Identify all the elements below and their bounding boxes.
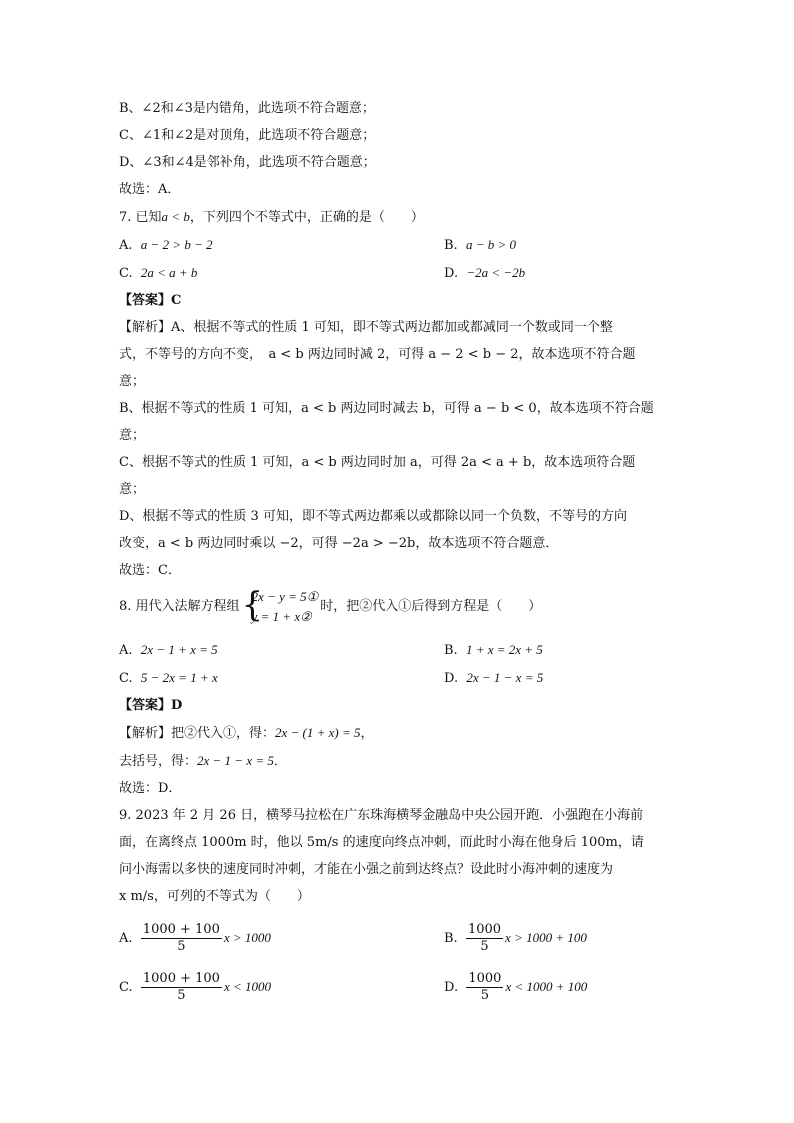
option-expression: −2a < −2b [466,265,526,280]
q7-stem-suffix: ，下列四个不等式中，正确的是（ ） [189,210,424,225]
q8-equation-2: y = 1 + x② [251,608,312,624]
document-page [119,95,679,1012]
fraction-denominator: 5 [480,988,490,1003]
option-label: A. [119,643,133,658]
q8-option-b [444,636,543,664]
option-label: A. [119,931,133,946]
q7-analysis-line-7: 意； [119,482,146,497]
option-expression: a − 2 > b − 2 [140,237,213,252]
option-label: C. [119,980,133,995]
q7-stem [119,203,679,231]
q7-analysis-line-4: B、根据不等式的性质 1 可知，a < b 两边同时减去 b，可得 a − b < 0，故本选项不符合题 [119,401,654,416]
option-label: D. [444,671,459,686]
q7-analysis-line-9: 改变，a < b 两边同时乘以 −2，可得 −2a > −2b，故本选项不符合题意． [119,536,559,551]
q8-answer: 【答案】D [119,698,183,713]
q7-option-a [119,231,444,259]
fraction [466,971,503,1004]
q6-conclusion: 故选：A． [119,182,181,197]
q8-stem [119,584,679,630]
option-expression: 1 + x = 2x + 5 [465,642,543,657]
q8-stem-suffix: 时，把②代入①后得到方程是（ ） [320,599,542,614]
fraction-denominator: 5 [177,988,186,1003]
option-expression: a − b > 0 [465,237,516,252]
fraction [466,922,503,955]
q8-option-d [444,664,543,692]
fraction [141,922,222,955]
option-label: B. [444,931,458,946]
option-expression: x > 1000 [223,930,271,945]
fraction-numerator: 1000 + 100 [142,971,220,986]
q7-answer: 【答案】C [119,293,182,308]
q8-options-row-1 [119,636,679,664]
option-label: D. [444,980,459,995]
option-label: C. [119,671,133,686]
left-brace-icon: { [241,584,264,625]
q9-option-a [119,914,444,963]
q9-options-row-1 [119,914,679,963]
q8-conclusion: 故选：D． [119,781,182,796]
q8-step-prefix: 去括号，得： [119,754,198,769]
q7-conclusion: 故选：C． [119,563,181,578]
q9-stem-line-2: 面，在离终点 1000m 时，他以 5m/s 的速度向终点冲刺，而此时小海在他身后 100m，请 [119,835,644,850]
fraction-numerator: 1000 [468,971,502,986]
q6-option-d-analysis: D、∠3和∠4是邻补角，此选项不符合题意； [119,155,376,170]
q8-option-a [119,636,444,664]
fraction-denominator: 5 [177,939,186,954]
q8-option-c [119,664,444,692]
q7-option-b [444,231,516,259]
option-label: B. [444,238,458,253]
q9-stem-line-1: 9. 2023 年 2 月 26 日，横琴马拉松在广东珠海横琴金融岛中央公园开跑．小强跑在小海前 [119,808,644,823]
fraction-numerator: 1000 + 100 [142,922,220,937]
option-expression: 5 − 2x = 1 + x [140,670,218,685]
option-label: A. [119,238,133,253]
option-label: B. [444,643,458,658]
q7-options-row-1 [119,231,679,259]
q9-stem-line-4: x m/s，可列的不等式为（ ） [119,889,310,904]
q7-stem-condition: a < b [161,209,190,224]
q8-options-row-2 [119,664,679,692]
q9-option-d [444,963,587,1012]
option-expression: x > 1000 + 100 [505,930,587,945]
q8-analysis [119,719,679,747]
q8-analysis-prefix: 【解析】把②代入①，得： [119,726,276,741]
q8-step [119,747,679,775]
q8-analysis-equation: 2x − (1 + x) = 5 [275,725,361,740]
q8-stem-prefix: 8. 用代入法解方程组 [119,599,240,614]
q8-equation-system [241,584,319,627]
option-expression: 2a < a + b [140,265,198,280]
q9-stem-line-3: 问小海需以多快的速度同时冲刺，才能在小强之前到达终点？设此时小海冲刺的速度为 [119,862,614,877]
q7-analysis-line-3: 意； [119,374,146,389]
q9-option-b [444,914,587,963]
q7-analysis-line-6: C、根据不等式的性质 1 可知，a < b 两边同时加 a，可得 2a < a + b，故本选项符合题 [119,455,636,470]
q6-option-b-analysis: B、∠2和∠3是内错角，此选项不符合题意； [119,101,375,116]
fraction [141,971,222,1004]
q9-option-c [119,963,444,1012]
q7-option-c [119,259,444,287]
q8-equation-1: 2x − y = 5① [251,588,319,604]
q7-analysis-line-8: D、根据不等式的性质 3 可知，即不等式两边都乘以或都除以同一个负数，不等号的方向 [119,509,627,524]
option-expression: 2x − 1 + x = 5 [140,642,218,657]
option-expression: 2x − 1 − x = 5 [466,670,544,685]
fraction-numerator: 1000 [467,922,502,937]
option-label: D. [444,266,459,281]
q6-option-c-analysis: C、∠1和∠2是对顶角，此选项不符合题意； [119,128,376,143]
q8-step-equation: 2x − 1 − x = 5 [197,753,274,768]
fraction-denominator: 5 [480,939,489,954]
q8-step-end: ． [273,754,287,769]
option-expression: x < 1000 [223,979,271,994]
option-expression: x < 1000 + 100 [505,979,588,994]
option-label: C. [119,266,133,281]
q7-analysis-line-5: 意； [119,428,146,443]
q8-analysis-end: ， [360,726,374,741]
q7-option-d [444,259,525,287]
q7-analysis-line-1: 【解析】A、根据不等式的性质 1 可知，即不等式两边都加或都减同一个数或同一个整 [119,320,613,335]
q9-options-row-2 [119,963,679,1012]
q7-analysis-line-2: 式，不等号的方向不变， a < b 两边同时减 2，可得 a − 2 < b − 2，故本选项不符合题 [119,347,636,362]
q7-options-row-2 [119,259,679,287]
q7-stem-prefix: 7. 已知 [119,210,162,225]
